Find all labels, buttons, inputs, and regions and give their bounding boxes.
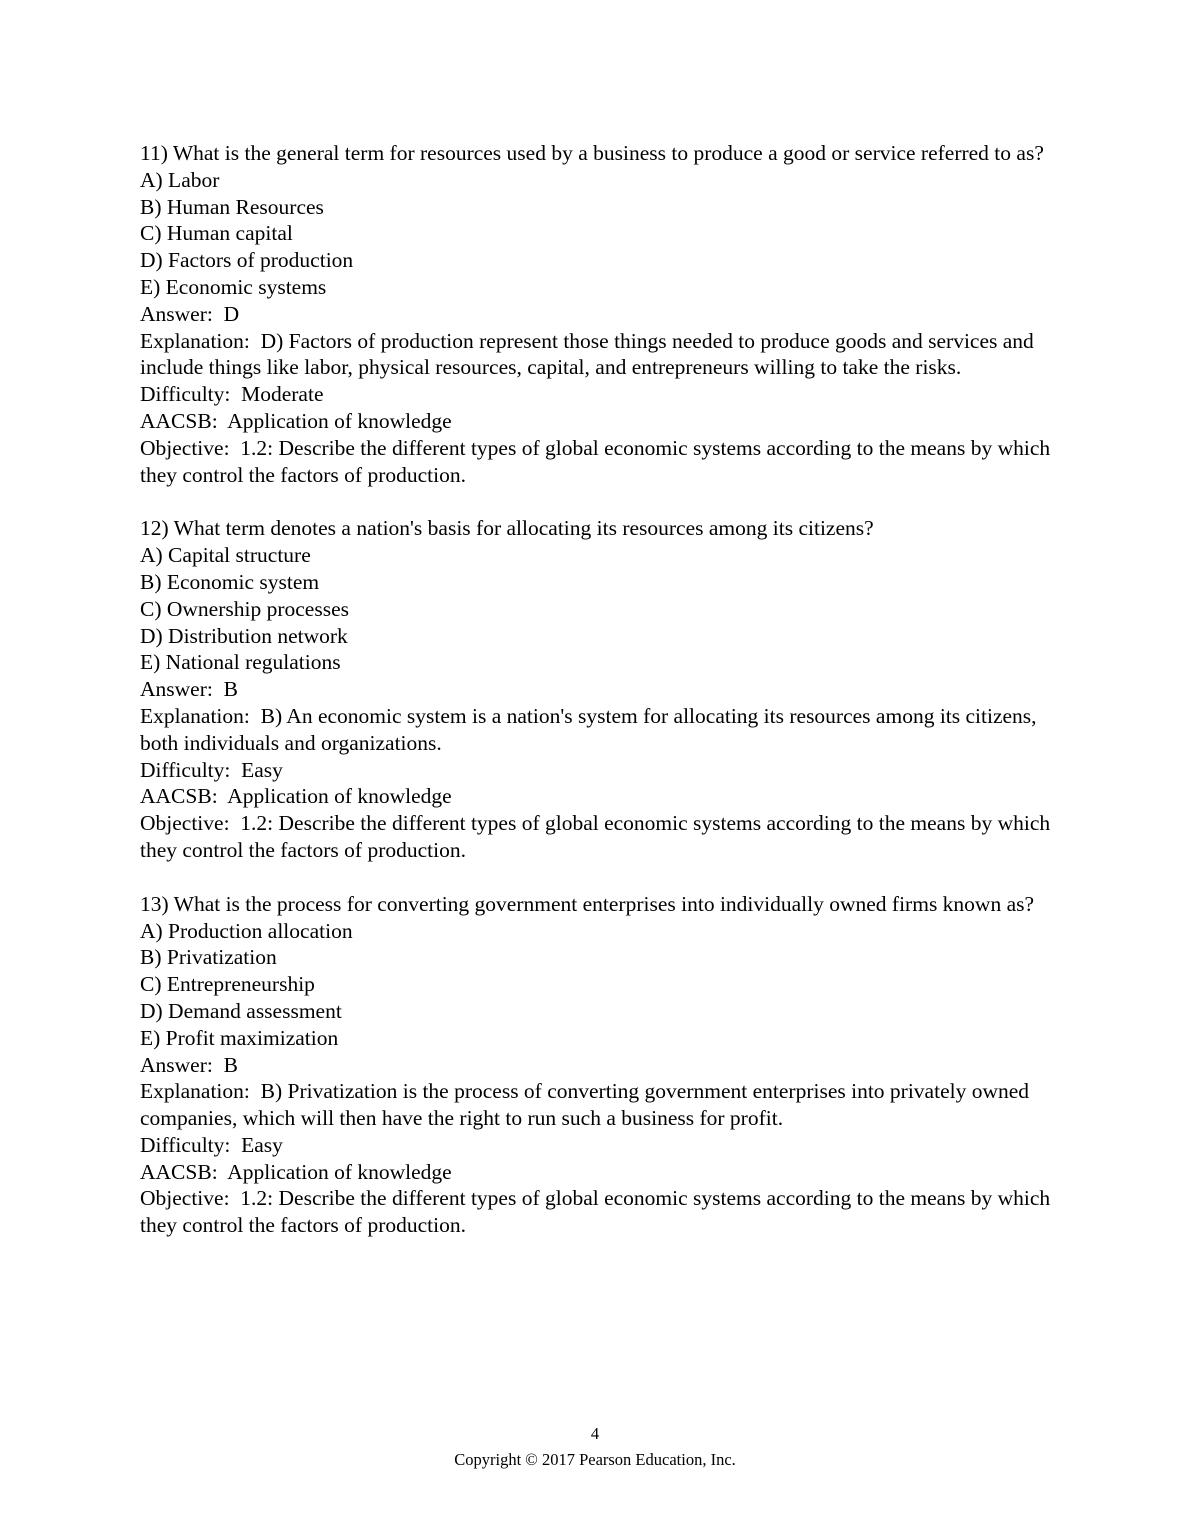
difficulty: Difficulty: Easy bbox=[140, 757, 283, 782]
option-d: D) Demand assessment bbox=[140, 998, 342, 1023]
explanation: Explanation: B) Privatization is the process of converting government enterprises into privately owned companies, which will then have the right to run such a business for profit. bbox=[140, 1079, 1035, 1131]
option-b: B) Economic system bbox=[140, 569, 320, 594]
option-c: C) Ownership processes bbox=[140, 596, 349, 621]
objective: Objective: 1.2: Describe the different types of global economic systems according to the means by which they control the factors of production. bbox=[140, 1186, 1056, 1238]
aacsb: AACSB: Application of knowledge bbox=[140, 784, 452, 809]
aacsb: AACSB: Application of knowledge bbox=[140, 408, 452, 433]
question-13 bbox=[140, 891, 1060, 1239]
page-number: 4 bbox=[590, 1424, 600, 1443]
aacsb: AACSB: Application of knowledge bbox=[140, 1159, 452, 1184]
answer: Answer: B bbox=[140, 677, 238, 702]
question-12 bbox=[140, 515, 1060, 863]
copyright-notice: Copyright © 2017 Pearson Education, Inc. bbox=[454, 1450, 736, 1469]
option-b: B) Human Resources bbox=[140, 194, 324, 219]
option-a: A) Production allocation bbox=[140, 918, 353, 943]
question-stem: 12) What term denotes a nation's basis for allocating its resources among its citizens? bbox=[140, 516, 874, 541]
explanation: Explanation: B) An economic system is a nation's system for allocating its resources among its citizens, both individuals and organizations. bbox=[140, 703, 1042, 755]
option-c: C) Entrepreneurship bbox=[140, 972, 315, 997]
question-stem: 11) What is the general term for resources used by a business to produce a good or service referred to as? bbox=[140, 141, 1044, 165]
objective: Objective: 1.2: Describe the different types of global economic systems according to the means by which they control the factors of production. bbox=[140, 811, 1056, 862]
difficulty: Difficulty: Moderate bbox=[140, 382, 324, 407]
explanation: Explanation: D) Factors of production represent those things needed to produce goods and services and include things like labor, physical resources, capital, and entrepreneurs willing to take the risks. bbox=[140, 328, 1040, 380]
question-11 bbox=[140, 140, 1060, 488]
option-e: E) Economic systems bbox=[140, 274, 327, 299]
option-d: D) Factors of production bbox=[140, 248, 354, 273]
document-page bbox=[140, 140, 1060, 1266]
difficulty: Difficulty: Easy bbox=[140, 1132, 283, 1157]
option-e: E) National regulations bbox=[140, 650, 341, 675]
answer: Answer: B bbox=[140, 1052, 238, 1077]
option-d: D) Distribution network bbox=[140, 623, 348, 648]
answer: Answer: D bbox=[140, 301, 240, 326]
option-a: A) Capital structure bbox=[140, 543, 311, 568]
option-e: E) Profit maximization bbox=[140, 1025, 339, 1050]
option-a: A) Labor bbox=[140, 167, 220, 192]
option-b: B) Privatization bbox=[140, 945, 277, 970]
objective: Objective: 1.2: Describe the different types of global economic systems according to the means by which they control the factors of production. bbox=[140, 435, 1056, 487]
option-c: C) Human capital bbox=[140, 221, 293, 246]
question-stem: 13) What is the process for converting government enterprises into individually owned firms known as? bbox=[140, 891, 1035, 916]
